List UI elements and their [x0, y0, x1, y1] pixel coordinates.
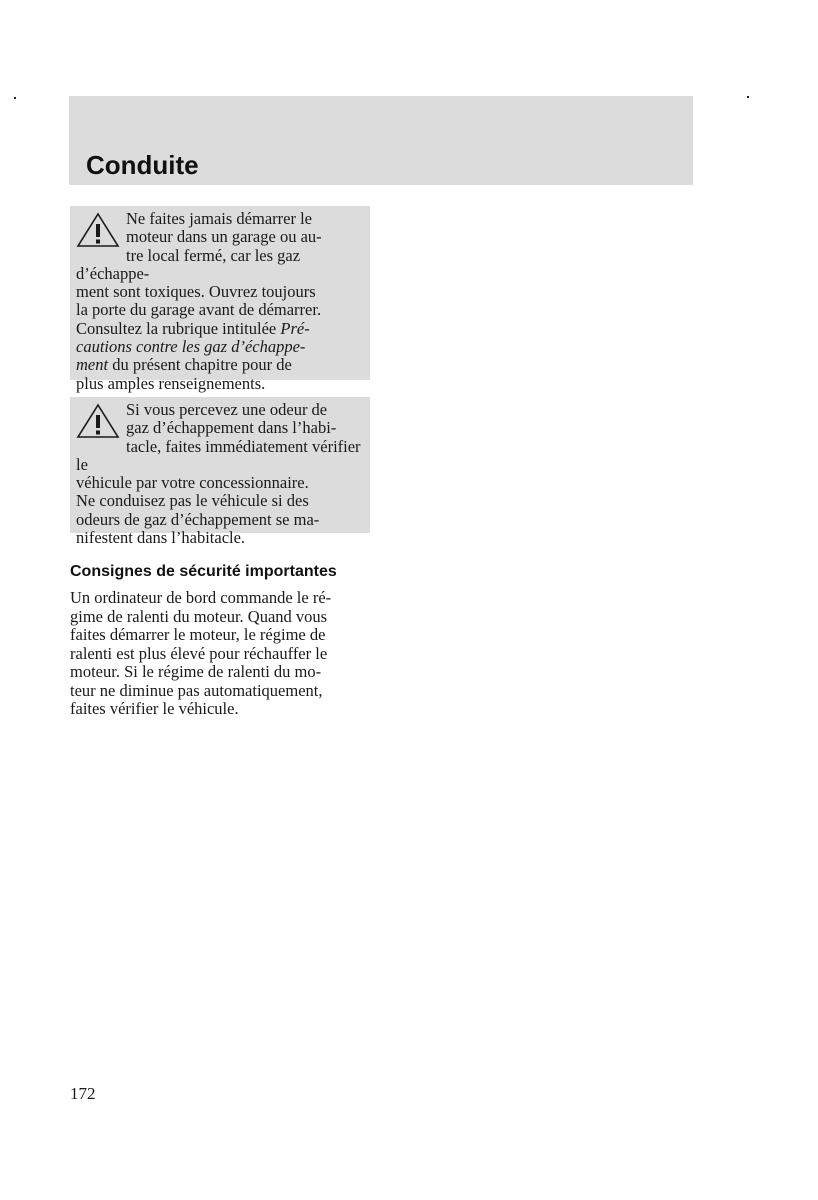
body-line: faites vérifier le véhicule. — [70, 699, 239, 718]
chapter-title: Conduite — [86, 150, 199, 180]
section-heading: Consignes de sécurité importantes — [70, 563, 337, 580]
warning-text — [76, 401, 364, 547]
warning-line: du présent chapitre pour de — [108, 355, 292, 375]
warning-box-garage — [70, 206, 370, 393]
warning-line: Ne conduisez pas le véhicule si des — [76, 491, 309, 511]
warning-line: Consultez la rubrique intitulée — [76, 318, 281, 338]
body-line: Un ordinateur de bord commande le ré- — [70, 588, 332, 607]
warning-italic-text: Pré- — [280, 318, 310, 338]
warning-triangle-icon — [76, 403, 120, 439]
warning-line: moteur dans un garage ou au- — [126, 227, 322, 247]
warning-italic-text: cautions contre les gaz d’échappe- — [76, 337, 306, 357]
warning-line: ment sont toxiques. Ouvrez toujours — [76, 282, 316, 302]
crop-mark-left — [14, 97, 16, 99]
section-body — [70, 589, 370, 719]
warning-line: Si vous percevez une odeur de — [126, 400, 328, 419]
warning-line: tre local fermé, car les gaz d’échappe- — [76, 245, 301, 283]
warning-text — [76, 210, 364, 393]
warning-line: la porte du garage avant de démarrer. — [76, 300, 322, 320]
warning-line: Ne faites jamais démarrer le — [126, 209, 312, 228]
crop-mark-right — [747, 96, 749, 98]
body-line: gime de ralenti du moteur. Quand vous — [70, 606, 328, 626]
warning-line: véhicule par votre concessionnaire. — [76, 473, 309, 493]
warning-box-exhaust-odor — [70, 397, 370, 548]
body-line: moteur. Si le régime de ralenti du mo- — [70, 662, 322, 681]
warning-line: tacle, faites immédiatement vérifier le — [76, 436, 361, 474]
body-line: teur ne diminue pas automatiquement, — [70, 680, 323, 700]
warning-line: odeurs de gaz d’échappement se ma- — [76, 509, 320, 529]
body-line: ralenti est plus élevé pour réchauffer le — [70, 643, 328, 663]
page-number: 172 — [70, 1084, 96, 1103]
body-line: faites démarrer le moteur, le régime de — [70, 625, 326, 644]
warning-triangle-icon — [76, 212, 120, 248]
warning-line: plus amples renseignements. — [76, 373, 266, 393]
warning-line: nifestent dans l’habitacle. — [76, 528, 246, 548]
warning-italic-text: ment — [76, 355, 109, 375]
warning-line: gaz d’échappement dans l’habi- — [126, 418, 337, 438]
